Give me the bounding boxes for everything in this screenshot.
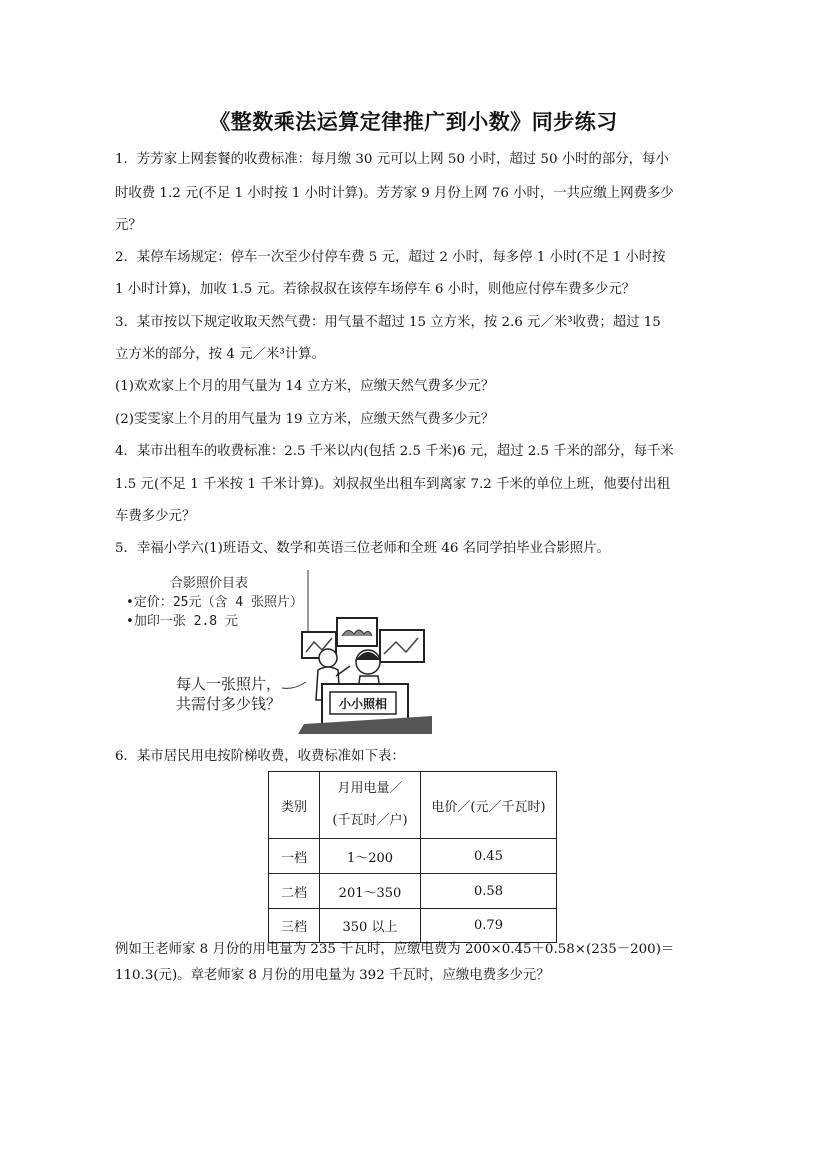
header-usage	[320, 772, 421, 839]
cell-price: 0.45	[421, 839, 557, 874]
header-usage-line-2: (千瓦时／户)	[332, 813, 408, 828]
q1-line-2: 时收费 1.2 元(不足 1 小时按 1 小时计算)。芳芳家 9 月份上网 76 小时，一共应缴上网费多少	[115, 186, 674, 201]
cell-type: 二档	[269, 874, 320, 909]
header-usage-line-1: 月用电量／	[337, 781, 403, 796]
electricity-price-table	[268, 771, 557, 943]
q5-line-1: 5．幸福小学六(1)班语文、数学和英语三位老师和全班 46 名同学拍毕业合影照片。	[115, 541, 610, 556]
header-price: 电价／(元／千瓦时)	[421, 772, 557, 839]
speech-line-1: 每人一张照片，	[176, 675, 282, 693]
q4-line-3: 车费多少元？	[115, 509, 196, 524]
q4-line-1: 4．某市出租车的收费标准：2.5 千米以内(包括 2.5 千米)6 元，超过 2.5 千米的部分，每千米	[115, 444, 674, 459]
wall-picture-2	[337, 618, 377, 646]
page-title: 《整数乘法运算定律推广到小数》同步练习	[209, 109, 618, 134]
q3-line-1: 3．某市按以下规定收取天然气费：用气量不超过 15 立方米，按 2.6 元／米³收费；超过 15	[115, 315, 661, 330]
header-type: 类别	[269, 772, 320, 839]
cell-price: 0.58	[421, 874, 557, 909]
cell-type: 三档	[269, 909, 320, 943]
price-list-line-1: •定价：25元（含 4 张照片）	[126, 595, 303, 610]
q3-sub-2: (2)雯雯家上个月的用气量为 19 立方米，应缴天然气费多少元？	[115, 412, 495, 427]
price-list-line-2: •加印一张 2.8 元	[126, 614, 238, 629]
q2-line-2: 1 小时计算)，加收 1.5 元。若徐叔叔在该停车场停车 6 小时，则他应付停车费多少元？	[115, 282, 636, 297]
price-list-title: 合影照价目表	[170, 576, 249, 591]
wall-picture-3	[380, 630, 424, 662]
q3-sub-1: (1)欢欢家上个月的用气量为 14 立方米，应缴天然气费多少元？	[115, 379, 495, 394]
q3-line-2: 立方米的部分，按 4 元／米³计算。	[115, 347, 325, 362]
q4-line-2: 1.5 元(不足 1 千米按 1 千米计算)。刘叔叔坐出租车到离家 7.2 千米的单位上班，他要付出租	[115, 477, 671, 492]
cell-type: 一档	[269, 839, 320, 874]
cell-usage: 1～200	[320, 839, 421, 874]
speech-line-2: 共需付多少钱？	[176, 695, 282, 713]
table-row	[269, 909, 557, 943]
q6-line-1: 6．某市居民用电按阶梯收费，收费标准如下表：	[115, 749, 405, 764]
table-row	[269, 874, 557, 909]
q6-example-line-2: 110.3(元)。章老师家 8 月份的用电量为 392 千瓦时，应缴电费多少元？	[115, 968, 550, 983]
cell-usage: 350 以上	[320, 909, 421, 943]
q1-line-1: 1．芳芳家上网套餐的收费标准：每月缴 30 元可以上网 50 小时，超过 50 小时的部分，每小	[115, 152, 669, 167]
cell-usage: 201～350	[320, 874, 421, 909]
cell-price: 0.79	[421, 909, 557, 943]
table-row	[269, 839, 557, 874]
q6-example-line-1: 例如王老师家 8 月份的用电量为 235 千瓦时，应缴电费为 200×0.45＋0.58×(235－200)＝	[115, 942, 675, 957]
table-header-row	[269, 772, 557, 839]
q2-line-1: 2．某停车场规定：停车一次至少付停车费 5 元，超过 2 小时，每多停 1 小时(不足 1 小时按	[115, 250, 666, 265]
shop-sign-text: 小小照相	[338, 697, 388, 711]
photo-studio-illustration	[118, 566, 432, 736]
q1-line-3: 元？	[115, 218, 142, 233]
speech-pointer	[282, 682, 306, 688]
